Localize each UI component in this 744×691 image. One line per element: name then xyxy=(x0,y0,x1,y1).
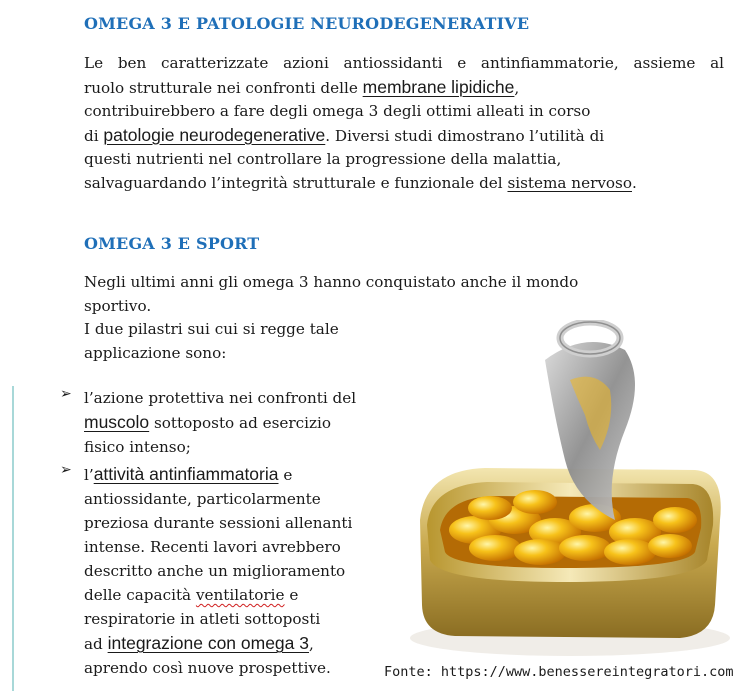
text-line: ruolo strutturale nei confronti delle membrane lipidiche, xyxy=(84,76,520,97)
text-line: applicazione sono: xyxy=(84,343,227,362)
text-line: I due pilastri sui cui si regge tale xyxy=(84,320,339,338)
section-heading-neuro: OMEGA 3 E PATOLOGIE NEURODEGENERATIVE xyxy=(84,14,530,33)
link-muscolo[interactable]: muscolo xyxy=(84,412,150,432)
link-patologie-neurodegenerative[interactable]: patologie neurodegenerative xyxy=(103,124,326,145)
spellcheck-word: ventilatorie xyxy=(195,586,285,604)
text-line: Negli ultimi anni gli omega 3 hanno conquistato anche il mondo xyxy=(84,273,579,291)
arrow-bullet-icon: ➢ xyxy=(60,386,72,402)
source-credit: Fonte: https://www.benessereintegratori.com xyxy=(384,664,734,680)
arrow-bullet-icon: ➢ xyxy=(60,462,72,478)
paragraph-neuro xyxy=(84,52,724,195)
text-line: questi nutrienti nel controllare la progressione della malattia, xyxy=(84,150,562,168)
text-line: sportivo. xyxy=(84,296,152,315)
omega3-tin-photo xyxy=(395,320,740,665)
link-sistema-nervoso[interactable]: sistema nervoso xyxy=(507,173,632,192)
bullet-item-antiinflammatory: l’attività antinfiammatoria e antiossidante, particolarmente preziosa durante sessioni allenanti intense. Recenti lavori avrebbero descritto anche un miglioramento delle capacità ventilatorie e respiratorie in atleti sottoposti ad integrazione con omega 3, aprendo così nuove prospettive. xyxy=(84,464,353,677)
text-line: salvaguardando l’integrità strutturale e funzionale del sistema nervoso. xyxy=(84,173,637,192)
text-line: contribuirebbero a fare degli omega 3 degli ottimi alleati in corso xyxy=(84,102,591,120)
link-attivita-antinfiammatoria[interactable]: attività antinfiammatoria xyxy=(93,464,279,484)
text-line: Le ben caratterizzate azioni antiossidanti e antinfiammatorie, assieme al xyxy=(84,54,724,72)
link-integrazione-omega3[interactable]: integrazione con omega 3 xyxy=(107,633,309,653)
text-line: di patologie neurodegenerative. Diversi studi dimostrano l’utilità di xyxy=(84,124,605,145)
bullet-item-muscle: l’azione protettiva nei confronti del muscolo sottoposto ad esercizio fisico intenso; xyxy=(84,389,357,456)
section-heading-sport: OMEGA 3 E SPORT xyxy=(84,234,260,253)
link-membrane-lipidiche[interactable]: membrane lipidiche xyxy=(362,76,515,97)
quote-rule xyxy=(12,386,14,691)
